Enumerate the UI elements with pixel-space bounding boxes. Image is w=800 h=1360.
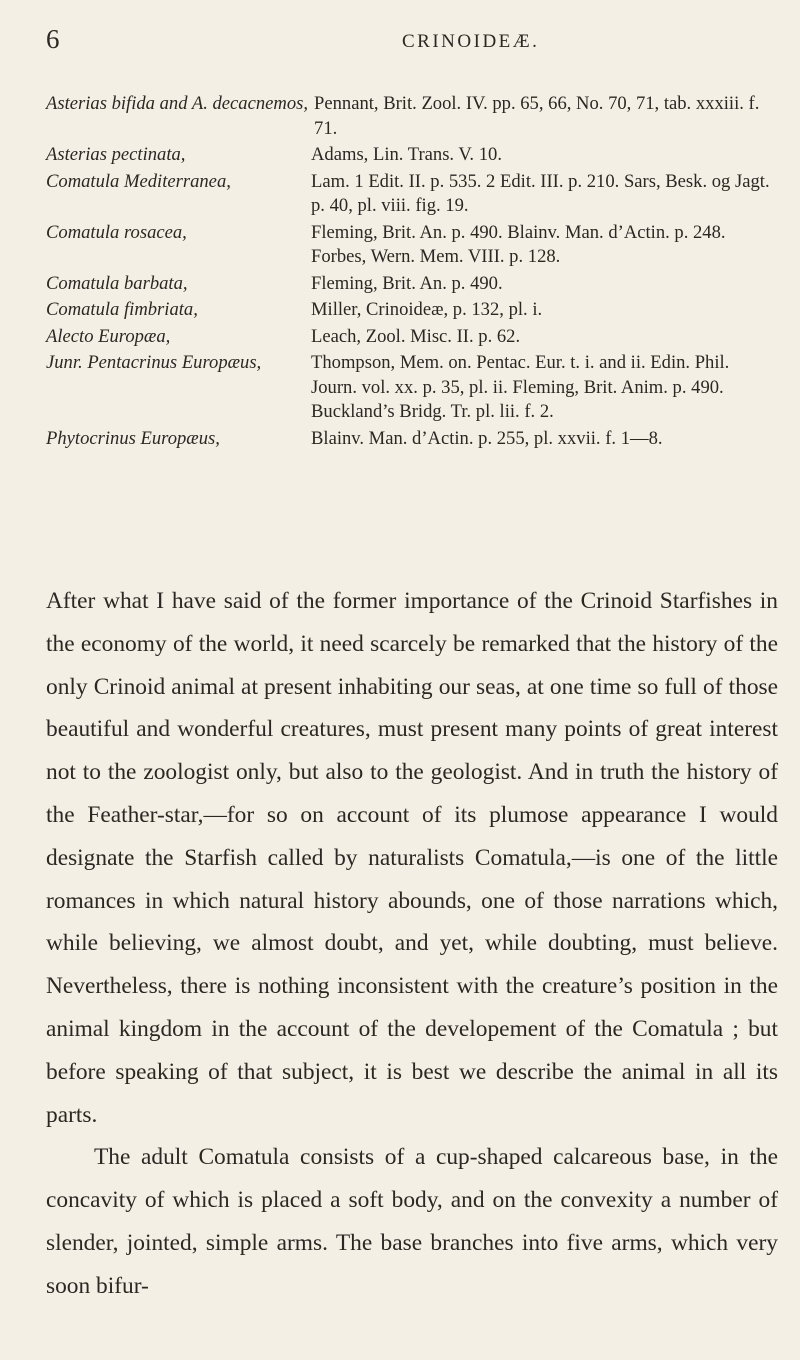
synonym-entry [46,170,776,219]
synonym-entry [46,143,776,168]
synonym-name: Asterias pectinata, [46,144,186,165]
synonym-name: Comatula Mediterranea, [46,170,231,192]
synonym-reference: Fleming, Brit. An. p. 490. Blainv. Man. d’Actin. p. 248. Forbes, Wern. Mem. VIII. p. 128. [311,221,726,267]
synonym-reference: Lam. 1 Edit. II. p. 535. 2 Edit. III. p. 210. Sars, Besk. og Jagt. p. 40, pl. viii. fig. 19. [311,170,770,216]
page-number: 6 [46,24,60,54]
synonym-entry [46,92,776,141]
paragraph: After what I have said of the former importance of the Crinoid Starfishes in the economy of the world, it need scarcely be remarked that the history of the only Crinoid animal at present inhabiting our seas, at one time so full of those beautiful and wonderful creatures, must present many points of great interest not to the zoologist only, but also to the geologist. And in truth the history of the Feather-star,—for so on account of its plumose appearance I would designate the Starfish called by naturalists Comatula,—is one of the little romances in which natural history abounds, one of those narrations which, while believing, we almost doubt, and yet, while doubting, must believe. Nevertheless, there is nothing inconsistent with the creature’s position in the animal kingdom in the account of the developement of the Comatula ; but before speaking of that subject, it is best we describe the animal in all its parts. [46,588,778,1128]
synonym-name: Phytocrinus Europæus, [46,427,220,449]
synonym-reference: Thompson, Mem. on. Pentac. Eur. t. i. and ii. Edin. Phil. Journ. vol. xx. p. 35, pl. ii. Fleming, Brit. Anim. p. 490. Buckland’s Bridg. Tr. pl. lii. f. 2. [311,352,730,422]
synonym-entry [46,221,776,270]
synonym-reference: Pennant, Brit. Zool. IV. pp. 65, 66, No. 70, 71, tab. xxxiii. f. 71. [314,93,760,139]
synonym-reference: Fleming, Brit. An. p. 490. [311,272,503,294]
synonym-name: Junr. Pentacrinus Europæus, [46,352,262,373]
synonym-entry [46,325,776,350]
running-head: CRINOIDEÆ. [402,31,540,52]
synonym-reference: Leach, Zool. Misc. II. p. 62. [311,325,521,347]
synonymy-list [46,92,776,451]
synonym-name: Alecto Europæa, [46,325,171,347]
synonym-reference: Blainv. Man. d’Actin. p. 255, pl. xxvii. f. 1—8. [311,427,663,449]
synonym-entry [46,351,776,425]
synonym-entry [46,298,776,323]
synonym-name: Comatula barbata, [46,272,188,294]
synonym-entry [46,272,776,297]
synonym-reference: Adams, Lin. Trans. V. 10. [311,144,502,165]
synonym-name: Asterias bifida and A. decacnemos, [46,93,309,114]
synonym-name: Comatula rosacea, [46,221,187,243]
body-text [46,580,778,1308]
synonym-name: Comatula fimbriata, [46,299,198,320]
synonym-reference: Miller, Crinoideæ, p. 132, pl. i. [311,299,543,320]
synonym-entry [46,427,776,452]
paragraph: The adult Comatula consists of a cup-shaped calcareous base, in the concavity of which is placed a soft body, and on the convexity a number of slender, jointed, simple arms. The base branches into five arms, which very soon bifur- [46,1144,778,1299]
